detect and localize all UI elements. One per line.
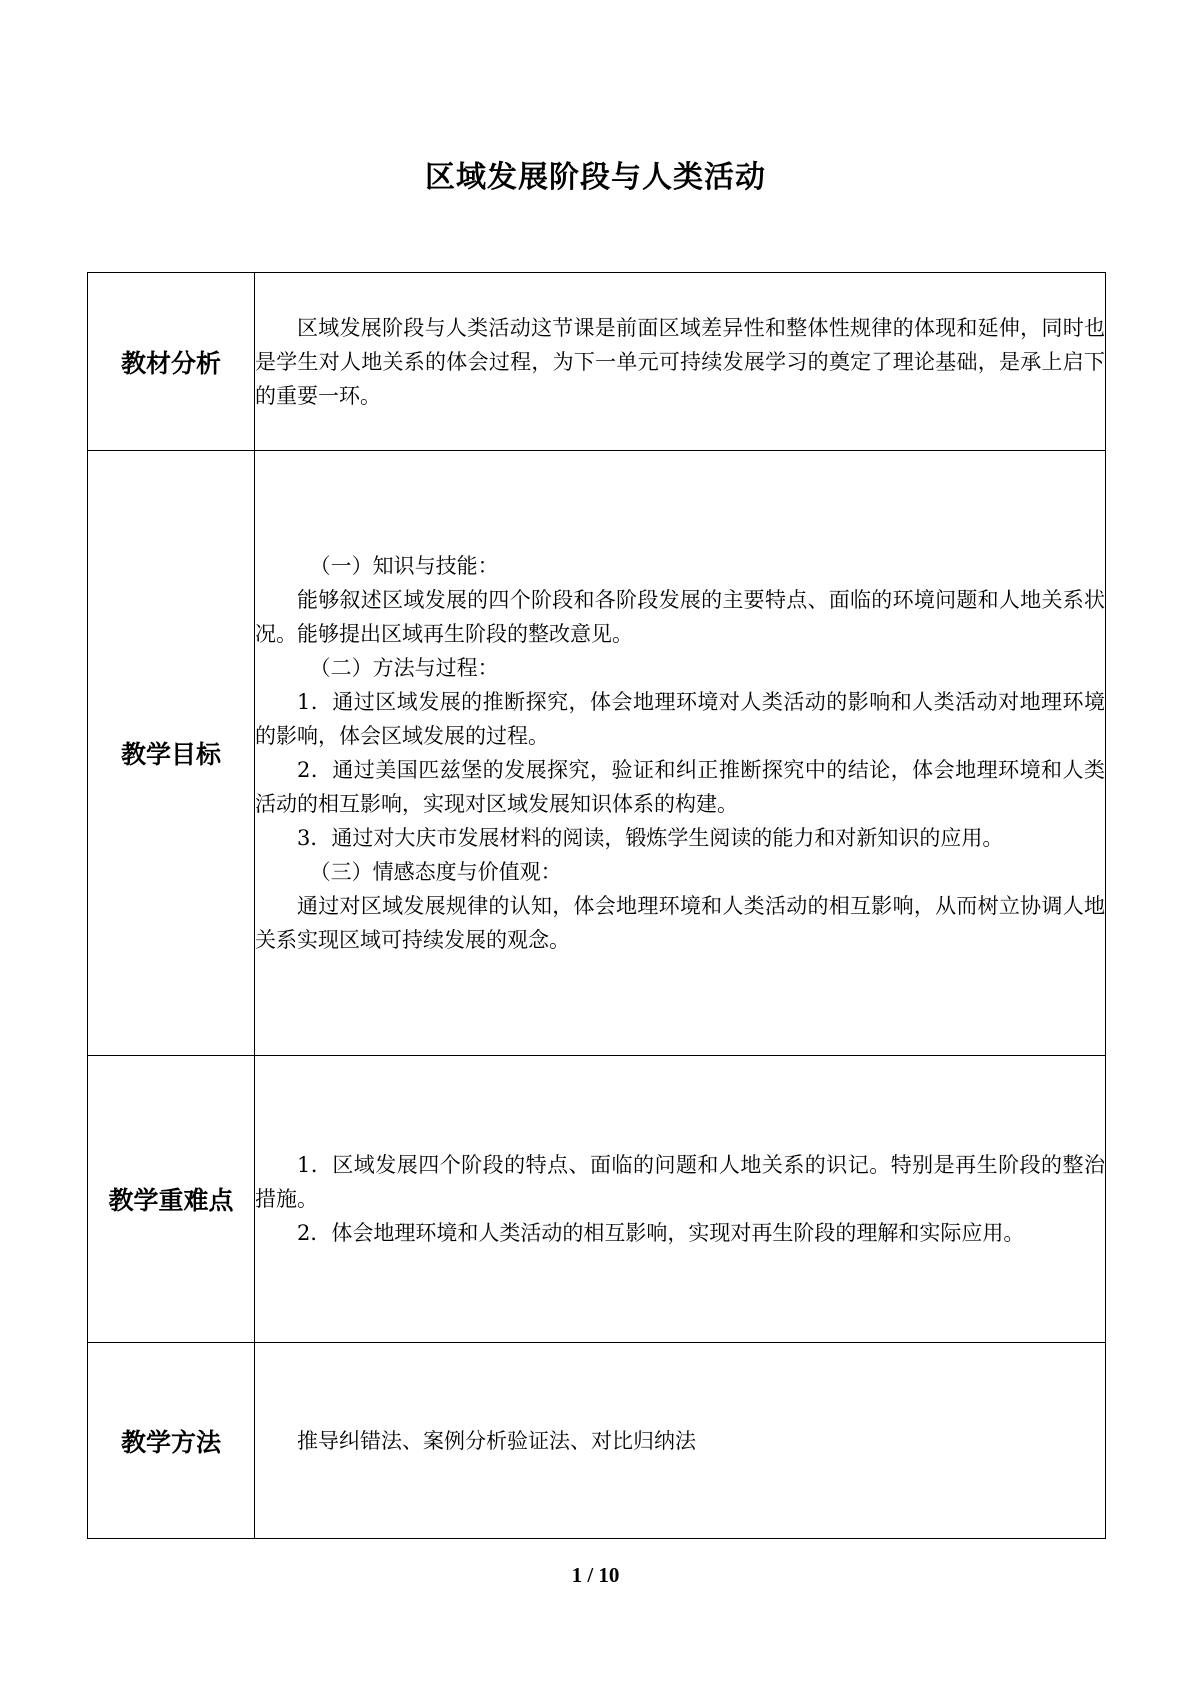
document-title: 区域发展阶段与人类活动: [425, 160, 766, 195]
subheading: （三）情感态度与价值观：: [309, 860, 562, 884]
row-label: 教学重难点: [88, 1056, 255, 1343]
row-label: 教学目标: [88, 451, 255, 1056]
table-row-teaching-methods: [88, 1343, 1106, 1539]
page-number: 1 / 10: [571, 1563, 620, 1587]
row-content: [255, 273, 1106, 451]
row-label: 教学方法: [88, 1343, 255, 1539]
paragraph: 2．通过美国匹兹堡的发展探究，验证和纠正推断探究中的结论，体会地理环境和人类活动的相互影响，实现对区域发展知识体系的构建。: [255, 758, 1105, 816]
paragraph: 1．通过区域发展的推断探究，体会地理环境对人类活动的影响和人类活动对地理环境的影响，体会区域发展的过程。: [255, 690, 1105, 748]
lesson-plan-table: [87, 272, 1106, 1539]
table-row-key-difficult-points: [88, 1056, 1106, 1343]
paragraph: 能够叙述区域发展的四个阶段和各阶段发展的主要特点、面临的环境问题和人地关系状况。能够提出区域再生阶段的整改意见。: [255, 588, 1105, 646]
paragraph: 2．体会地理环境和人类活动的相互影响，实现对再生阶段的理解和实际应用。: [297, 1221, 1025, 1245]
paragraph: 通过对区域发展规律的认知，体会地理环境和人类活动的相互影响，从而树立协调人地关系实现区域可持续发展的观念。: [255, 894, 1105, 952]
paragraph: 推导纠错法、案例分析验证法、对比归纳法: [297, 1428, 696, 1453]
subheading: （一）知识与技能：: [309, 554, 499, 578]
row-label: 教材分析: [88, 273, 255, 451]
row-content: [255, 1056, 1106, 1343]
paragraph: 3．通过对大庆市发展材料的阅读，锻炼学生阅读的能力和对新知识的应用。: [297, 826, 1004, 850]
row-content: [255, 1343, 1106, 1539]
row-content: [255, 451, 1106, 1056]
paragraph: 1．区域发展四个阶段的特点、面临的问题和人地关系的识记。特别是再生阶段的整治措施。: [255, 1153, 1105, 1211]
table-row-textbook-analysis: [88, 273, 1106, 451]
paragraph: 区域发展阶段与人类活动这节课是前面区域差异性和整体性规律的体现和延伸，同时也是学生对人地关系的体会过程，为下一单元可持续发展学习的奠定了理论基础，是承上启下的重要一环。: [255, 315, 1105, 408]
subheading: （二）方法与过程：: [309, 656, 499, 680]
table-row-teaching-objectives: [88, 451, 1106, 1056]
